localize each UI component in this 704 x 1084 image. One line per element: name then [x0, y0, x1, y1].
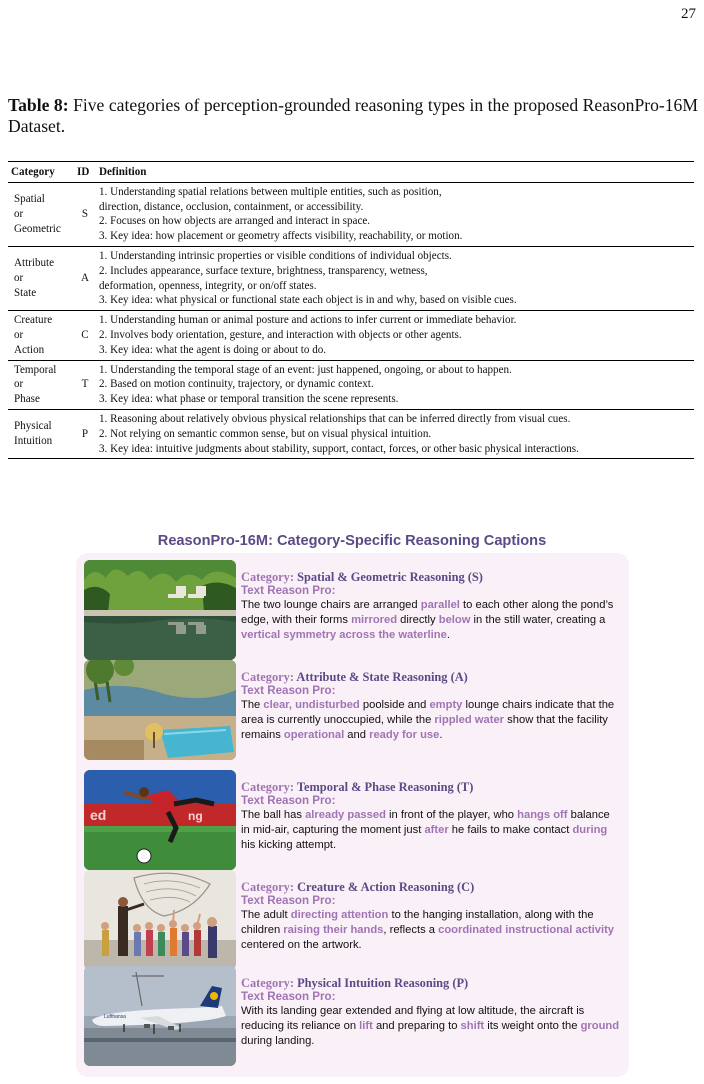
item-reason-text: [241, 808, 621, 853]
page-number: 27: [681, 6, 696, 22]
item-text: [241, 570, 621, 643]
item-category: Category: Creature & Action Reasoning (C): [241, 880, 475, 894]
reason-text-segment: show that the facility remains: [241, 714, 608, 741]
highlight-phrase: during: [572, 824, 608, 836]
table-row: [8, 182, 694, 246]
highlight-phrase: ready for use: [369, 729, 440, 741]
figure-title: ReasonPro-16M: Category-Specific Reasoning Captions: [157, 533, 547, 549]
category-line: or: [14, 207, 24, 220]
definition-line: 2. Not relying on semantic common sense, but on visual physical intuition.: [99, 427, 432, 440]
text-reason-label: Text Reason Pro:: [241, 684, 336, 697]
category-cell: [8, 246, 74, 310]
definition-line: 1. Understanding intrinsic properties or visible conditions of individual objects.: [99, 249, 452, 262]
item-text: [241, 976, 621, 1049]
highlight-phrase: shift: [460, 1020, 485, 1032]
item-reason-text: [241, 1004, 621, 1049]
pond-chairs-image: [84, 560, 236, 660]
item-reason-text: [241, 698, 621, 743]
highlight-phrase: below: [438, 614, 471, 626]
caption-item-attribute: [84, 660, 624, 762]
category-cell: [8, 311, 74, 360]
item-category: Category: Spatial & Geometric Reasoning (S): [241, 570, 483, 584]
svg-text:ng: ng: [188, 809, 203, 823]
definition-line: deformation, openness, integrity, or on/off states.: [99, 279, 317, 292]
definition-cell: [96, 246, 694, 310]
definition-cell: [96, 182, 694, 246]
table-header-row: [8, 162, 694, 183]
reason-text-segment: its weight onto the: [484, 1020, 581, 1032]
resort-pool-image: [84, 660, 236, 760]
id-cell: P: [81, 427, 89, 440]
definition-line: 3. Key idea: how placement or geometry affects visibility, reachability, or motion.: [99, 230, 463, 243]
landing-aircraft-image: [84, 966, 236, 1066]
category-line: or: [14, 272, 24, 285]
table-row: [8, 360, 694, 409]
reason-text-segment: .: [446, 629, 450, 641]
item-category: Category: Temporal & Phase Reasoning (T): [241, 780, 474, 794]
reason-text-segment: to each other along the pond’s edge, with their forms: [241, 599, 614, 626]
category-line: Geometric: [14, 222, 61, 235]
definition-line: 1. Understanding spatial relations between multiple entities, such as position,: [99, 185, 442, 198]
highlight-phrase: after: [424, 824, 449, 836]
reason-text-segment: The ball has: [241, 809, 306, 821]
highlight-phrase: clear, undisturbed: [263, 699, 360, 711]
reason-text-segment: balance in mid-air, capturing the moment just: [241, 809, 610, 836]
reason-text-segment: his kicking attempt.: [241, 839, 337, 851]
text-reason-label: Text Reason Pro:: [241, 584, 336, 597]
category-cell: [8, 409, 74, 458]
reason-text-segment: poolside and: [359, 699, 430, 711]
definition-cell: [96, 409, 694, 458]
caption-item-temporal: [84, 770, 624, 872]
reason-text-segment: during landing.: [241, 1035, 315, 1047]
item-reason-text: [241, 908, 621, 953]
header-definition: Definition: [99, 166, 147, 178]
caption-text: Five categories of perception-grounded reasoning types in the proposed ReasonPro-16M Dataset.: [8, 95, 698, 136]
reason-text-segment: in the still water, creating a: [470, 614, 606, 626]
category-line: Physical: [14, 420, 52, 433]
category-line: or: [14, 328, 24, 341]
children-installation-image: [84, 870, 236, 970]
definition-cell: [96, 360, 694, 409]
reason-text-segment: he fails to make contact: [448, 824, 573, 836]
category-line: State: [14, 286, 37, 299]
highlight-phrase: hangs off: [517, 809, 568, 821]
soccer-player-image: [84, 770, 236, 870]
highlight-phrase: vertical symmetry across the waterline: [241, 629, 447, 641]
caption-item-physical: [84, 966, 624, 1068]
category-line: Action: [14, 343, 45, 356]
caption-label: Table 8:: [8, 95, 69, 115]
highlight-phrase: lift: [359, 1020, 373, 1032]
reason-text-segment: The adult: [241, 909, 291, 921]
id-cell: S: [81, 207, 89, 220]
reason-text-segment: and preparing to: [372, 1020, 461, 1032]
reason-text-segment: The two lounge chairs are arranged: [241, 599, 421, 611]
text-reason-label: Text Reason Pro:: [241, 894, 336, 907]
svg-text:ed: ed: [90, 807, 107, 823]
category-cell: [8, 182, 74, 246]
highlight-phrase: coordinated instructional activity: [438, 924, 615, 936]
reason-text-segment: centered on the artwork.: [241, 939, 362, 951]
svg-text:Lufthansa: Lufthansa: [104, 1014, 126, 1020]
highlight-phrase: ground: [580, 1020, 620, 1032]
category-line: Creature: [14, 314, 53, 327]
category-line: Attribute: [14, 257, 55, 270]
caption-item-creature: [84, 870, 624, 972]
id-cell: A: [80, 272, 89, 285]
table-row: [8, 311, 694, 360]
table-row: [8, 409, 694, 458]
item-category: Category: Attribute & State Reasoning (A): [241, 670, 468, 684]
highlight-phrase: raising their hands: [283, 924, 384, 936]
table-caption: [8, 95, 698, 137]
highlight-phrase: empty: [429, 699, 463, 711]
id-cell: T: [81, 378, 89, 391]
definition-line: 2. Involves body orientation, gesture, and interaction with objects or other agents.: [99, 328, 462, 341]
header-id: ID: [77, 166, 90, 178]
reason-text-segment: , reflects a: [383, 924, 439, 936]
definition-line: direction, distance, occlusion, containment, or accessibility.: [99, 200, 364, 213]
category-line: Intuition: [14, 435, 53, 448]
id-cell: C: [81, 328, 89, 341]
highlight-phrase: operational: [283, 729, 345, 741]
definition-line: 1. Reasoning about relatively obvious physical relationships that can be inferred directly from visual cues.: [99, 412, 571, 425]
item-text: [241, 670, 621, 743]
reason-text-segment: With its landing gear extended and flying at low altitude, the aircraft is reducing its reliance on: [241, 1005, 585, 1032]
reason-text-segment: The: [241, 699, 264, 711]
definition-line: 3. Key idea: what physical or functional state each object is in and why, based on visible cues.: [99, 294, 517, 307]
definition-line: 2. Includes appearance, surface texture, brightness, transparency, wetness,: [99, 264, 428, 277]
reason-text-segment: in front of the player, who: [385, 809, 518, 821]
definition-line: 3. Key idea: what phase or temporal transition the scene represents.: [99, 393, 399, 406]
category-line: Phase: [14, 393, 40, 406]
highlight-phrase: already passed: [305, 809, 386, 821]
table-row: [8, 246, 694, 310]
reason-text-segment: lounge chairs indicate that the area is currently unoccupied, while the: [241, 699, 615, 726]
highlight-phrase: parallel: [420, 599, 460, 611]
item-category: Category: Physical Intuition Reasoning (P): [241, 976, 469, 990]
text-reason-label: Text Reason Pro:: [241, 794, 336, 807]
reason-text-segment: .: [439, 729, 443, 741]
category-table: [8, 161, 694, 459]
category-cell: [8, 360, 74, 409]
reason-text-segment: to the hanging installation, along with the children: [241, 909, 594, 936]
category-line: Spatial: [14, 193, 45, 206]
category-line: Temporal: [14, 363, 57, 376]
highlight-phrase: rippled water: [434, 714, 505, 726]
item-text: [241, 880, 621, 953]
category-line: or: [14, 378, 24, 391]
definition-cell: [96, 311, 694, 360]
header-category: Category: [11, 166, 55, 178]
definition-line: 3. Key idea: what the agent is doing or about to do.: [99, 343, 327, 356]
definition-line: 1. Understanding the temporal stage of an event: just happened, ongoing, or about to happen.: [99, 363, 512, 376]
definition-line: 3. Key idea: intuitive judgments about stability, support, contact, forces, or other basic physical interactions.: [99, 442, 579, 455]
text-reason-label: Text Reason Pro:: [241, 990, 336, 1003]
definition-line: 2. Based on motion continuity, trajectory, or dynamic context.: [99, 378, 374, 391]
definition-line: 1. Understanding human or animal posture and actions to infer current or immediate behavior.: [99, 314, 517, 327]
item-text: [241, 780, 621, 853]
highlight-phrase: directing attention: [290, 909, 389, 921]
item-reason-text: [241, 598, 621, 643]
highlight-phrase: mirrored: [351, 614, 398, 626]
caption-item-spatial: [84, 560, 624, 662]
definition-line: 2. Focuses on how objects are arranged and interact in space.: [99, 215, 371, 228]
reason-text-segment: directly: [397, 614, 439, 626]
reason-text-segment: and: [344, 729, 370, 741]
